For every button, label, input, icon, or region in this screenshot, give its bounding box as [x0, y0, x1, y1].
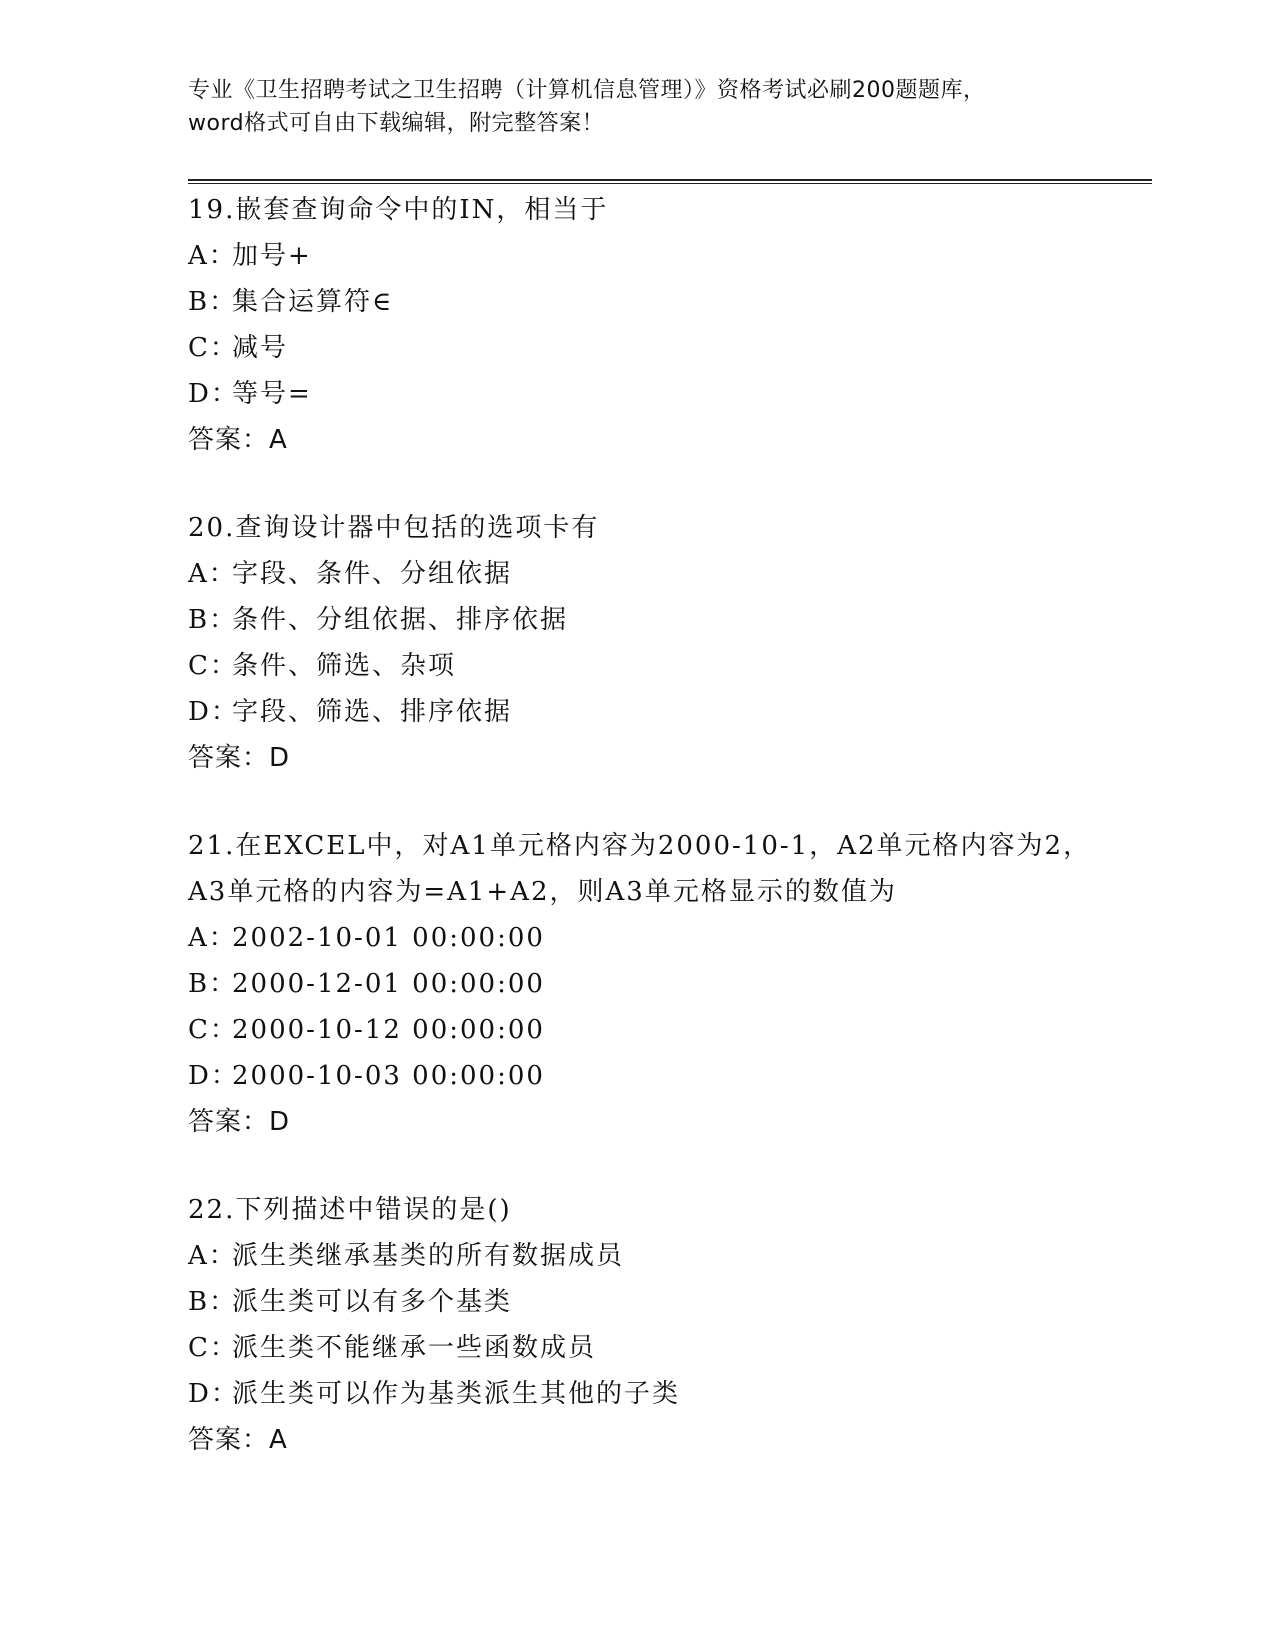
option-text: 2002-10-01 00:00:00: [232, 923, 545, 953]
option-letter: C：: [188, 1015, 238, 1045]
document-header: [188, 74, 1088, 140]
option-c: [188, 1007, 1148, 1053]
question-stem: 20.查询设计器中包括的选项卡有: [188, 513, 600, 543]
option-text: 派生类继承基类的所有数据成员: [232, 1241, 625, 1271]
header-divider-thin: [188, 183, 1152, 184]
option-text: 字段、筛选、排序依据: [232, 697, 513, 727]
option-a: [188, 915, 1148, 961]
option-letter: C：: [188, 333, 238, 363]
option-d: [188, 1053, 1148, 1099]
question-20: [188, 505, 1148, 781]
option-a: [188, 1233, 1148, 1279]
option-letter: B：: [188, 287, 238, 317]
header-divider-thick: [188, 179, 1152, 181]
option-text: 集合运算符∈: [232, 287, 394, 317]
option-letter: A：: [188, 559, 237, 589]
option-text: 2000-12-01 00:00:00: [232, 969, 545, 999]
option-letter: C：: [188, 651, 238, 681]
option-a: [188, 233, 1148, 279]
option-text: 减号: [232, 333, 289, 363]
option-letter: D：: [188, 1061, 239, 1091]
question-stem: 19.嵌套查询命令中的IN，相当于: [188, 195, 609, 225]
option-letter: A：: [188, 923, 237, 953]
option-b: [188, 961, 1148, 1007]
option-text: 派生类可以作为基类派生其他的子类: [232, 1379, 681, 1409]
question-stem: 21.在EXCEL中，对A1单元格内容为2000-10-1，A2单元格内容为2，: [188, 831, 1092, 861]
question-stem-continued: A3单元格的内容为=A1+A2，则A3单元格显示的数值为: [188, 877, 897, 907]
option-letter: D：: [188, 379, 239, 409]
option-a: [188, 551, 1148, 597]
option-letter: B：: [188, 605, 238, 635]
option-d: [188, 1371, 1148, 1417]
option-text: 等号=: [232, 379, 312, 409]
option-text: 2000-10-03 00:00:00: [232, 1061, 545, 1091]
option-text: 条件、分组依据、排序依据: [232, 605, 569, 635]
option-text: 条件、筛选、杂项: [232, 651, 457, 681]
option-letter: C：: [188, 1333, 238, 1363]
option-letter: A：: [188, 241, 237, 271]
option-b: [188, 1279, 1148, 1325]
option-d: [188, 689, 1148, 735]
answer: 答案：D: [188, 743, 291, 773]
option-text: 派生类不能继承一些函数成员: [232, 1333, 597, 1363]
option-letter: B：: [188, 969, 238, 999]
option-c: [188, 643, 1148, 689]
option-text: 派生类可以有多个基类: [232, 1287, 513, 1317]
header-line-2: word格式可自由下载编辑，附完整答案！: [188, 111, 605, 136]
option-text: 2000-10-12 00:00:00: [232, 1015, 545, 1045]
option-b: [188, 279, 1148, 325]
header-line-1: 专业《卫生招聘考试之卫生招聘（计算机信息管理）》资格考试必刷200题题库，: [188, 78, 986, 103]
option-letter: A：: [188, 1241, 237, 1271]
option-b: [188, 597, 1148, 643]
question-21: [188, 823, 1148, 1145]
option-letter: B：: [188, 1287, 238, 1317]
answer: 答案：D: [188, 1107, 291, 1137]
answer: 答案：A: [188, 1425, 288, 1455]
option-c: [188, 325, 1148, 371]
option-text: 加号+: [232, 241, 312, 271]
question-stem: 22.下列描述中错误的是(): [188, 1195, 512, 1225]
answer: 答案：A: [188, 425, 288, 455]
option-text: 字段、条件、分组依据: [232, 559, 513, 589]
option-letter: D：: [188, 697, 239, 727]
question-19: [188, 187, 1148, 463]
option-letter: D：: [188, 1379, 239, 1409]
option-c: [188, 1325, 1148, 1371]
question-22: [188, 1187, 1148, 1463]
option-d: [188, 371, 1148, 417]
